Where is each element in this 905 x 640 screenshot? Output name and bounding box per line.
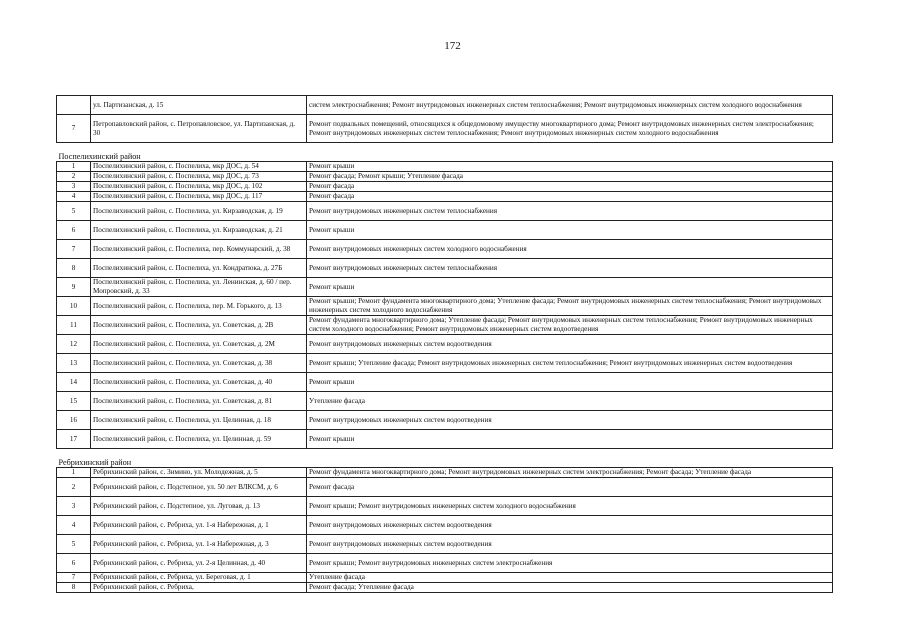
row-address: Поспелихинский район, с. Поспелиха, ул. Целинная, д. 59	[91, 430, 307, 449]
row-work: Ремонт внутридомовых инженерных систем теплоснабжения	[307, 202, 833, 221]
row-work: Ремонт внутридомовых инженерных систем водоотведения	[307, 516, 833, 535]
repair-table	[56, 95, 833, 593]
row-work: Ремонт фундамента многоквартирного дома; Утепление фасада; Ремонт внутридомовых инженерных систем теплоснабжения; Ремонт внутридомовых инженерных систем холодного водоснабжения; Ремонт внутридомовых инженерных систем водоотведения	[307, 316, 833, 335]
table-row	[57, 497, 833, 516]
row-address: Поспелихинский район, с. Поспелиха, мкр ДОС, д. 117	[91, 192, 307, 202]
row-address: Поспелихинский район, с. Поспелиха, ул. Кирзаводская, д. 21	[91, 221, 307, 240]
row-address: Ребрихинский район, с. Ребриха, ул. Береговая, д. 1	[91, 573, 307, 583]
row-address: Поспелихинский район, с. Поспелиха, ул. Ленинская, д. 60 / пер. Мопровский, д. 33	[91, 278, 307, 297]
row-address: Ребрихинский район, с. Ребриха,	[91, 583, 307, 593]
row-address: ул. Партизанская, д. 15	[91, 96, 307, 115]
row-work: Ремонт внутридомовых инженерных систем холодного водоснабжения	[307, 240, 833, 259]
row-address: Поспелихинский район, с. Поспелиха, ул. Советская, д. 81	[91, 392, 307, 411]
table-row	[57, 202, 833, 221]
row-number: 6	[57, 554, 91, 573]
table-row	[57, 259, 833, 278]
table-row	[57, 96, 833, 115]
row-number: 12	[57, 335, 91, 354]
row-number: 14	[57, 373, 91, 392]
row-address: Поспелихинский район, с. Поспелиха, ул. Целинная, д. 18	[91, 411, 307, 430]
row-number: 1	[57, 162, 91, 172]
row-number	[57, 96, 91, 115]
row-address: Поспелихинский район, с. Поспелиха, ул. Советская, д. 38	[91, 354, 307, 373]
table-row	[57, 162, 833, 172]
row-number: 17	[57, 430, 91, 449]
table-row	[57, 182, 833, 192]
table-row	[57, 430, 833, 449]
row-work: Ремонт крыши; Ремонт фундамента многоквартирного дома; Утепление фасада; Ремонт внутридомовых инженерных систем теплоснабжения; Ремонт внутридомовых инженерных систем холодного водоснабжения	[307, 297, 833, 316]
row-address: Ребрихинский район, с. Ребриха, ул. 2-я Целинная, д. 40	[91, 554, 307, 573]
row-work: Ремонт подвальных помещений, относящихся к общедомовому имуществу многоквартирного дома; Ремонт внутридомовых инженерных систем электроснабжения; Ремонт внутридомовых инженерных систем теплоснабжения; Ремонт внутридомовых инженерных систем холодного водоснабжения	[307, 115, 833, 143]
row-work: Ремонт фасада	[307, 182, 833, 192]
row-address: Ребрихинский район, с. Ребриха, ул. 1-я Набережная, д. 3	[91, 535, 307, 554]
row-address: Поспелихинский район, с. Поспелиха, мкр ДОС, д. 54	[91, 162, 307, 172]
row-work: Ремонт фасада	[307, 192, 833, 202]
row-number: 7	[57, 115, 91, 143]
row-work: Ремонт фасада; Ремонт крыши; Утепление фасада	[307, 172, 833, 182]
row-number: 3	[57, 182, 91, 192]
section-header	[57, 143, 833, 162]
table-row	[57, 373, 833, 392]
table-row	[57, 573, 833, 583]
row-address: Ребрихинский район, с. Ребриха, ул. 1-я Набережная, д. 1	[91, 516, 307, 535]
row-work: Ремонт крыши	[307, 221, 833, 240]
table-row	[57, 240, 833, 259]
row-address: Ребрихинский район, с. Зимино, ул. Молодежная, д. 5	[91, 468, 307, 478]
page-number: 172	[444, 40, 461, 52]
row-work: Ремонт крыши	[307, 373, 833, 392]
row-work: Ремонт крыши; Утепление фасада; Ремонт внутридомовых инженерных систем теплоснабжения; Ремонт внутридомовых инженерных систем водоотведения	[307, 354, 833, 373]
row-number: 5	[57, 202, 91, 221]
table-body	[57, 96, 833, 593]
table-row	[57, 583, 833, 593]
row-address: Поспелихинский район, с. Поспелиха, пер. М. Горького, д. 13	[91, 297, 307, 316]
row-number: 15	[57, 392, 91, 411]
row-address: Поспелихинский район, с. Поспелиха, мкр ДОС, д. 73	[91, 172, 307, 182]
table-row	[57, 192, 833, 202]
row-number: 7	[57, 240, 91, 259]
row-work: Ремонт внутридомовых инженерных систем водоотведения	[307, 535, 833, 554]
table-row	[57, 172, 833, 182]
row-number: 9	[57, 278, 91, 297]
row-number: 8	[57, 583, 91, 593]
row-number: 4	[57, 192, 91, 202]
table-row	[57, 516, 833, 535]
row-number: 16	[57, 411, 91, 430]
section-title: Поспелихинский район	[57, 143, 833, 162]
row-address: Поспелихинский район, с. Поспелиха, мкр ДОС, д. 102	[91, 182, 307, 192]
row-number: 3	[57, 497, 91, 516]
row-number: 1	[57, 468, 91, 478]
row-address: Поспелихинский район, с. Поспелиха, пер. Коммунарский, д. 38	[91, 240, 307, 259]
table-row	[57, 535, 833, 554]
table-row	[57, 297, 833, 316]
row-work: Ремонт крыши; Ремонт внутридомовых инженерных систем электроснабжения	[307, 554, 833, 573]
row-address: Ребрихинский район, с. Подстепное, ул. Луговая, д. 13	[91, 497, 307, 516]
row-number: 11	[57, 316, 91, 335]
table-row	[57, 468, 833, 478]
row-work: Утепление фасада	[307, 392, 833, 411]
row-work: Утепление фасада	[307, 573, 833, 583]
row-work: систем электроснабжения; Ремонт внутридомовых инженерных систем теплоснабжения; Ремонт внутридомовых инженерных систем холодного водоснабжения	[307, 96, 833, 115]
row-number: 6	[57, 221, 91, 240]
row-number: 10	[57, 297, 91, 316]
table-row	[57, 335, 833, 354]
row-work: Ремонт фасада	[307, 478, 833, 497]
row-work: Ремонт фундамента многоквартирного дома; Ремонт внутридомовых инженерных систем электроснабжения; Ремонт фасада; Утепление фасада	[307, 468, 833, 478]
row-work: Ремонт крыши	[307, 278, 833, 297]
row-address: Поспелихинский район, с. Поспелиха, ул. Кирзаводская, д. 19	[91, 202, 307, 221]
table-row	[57, 316, 833, 335]
row-work: Ремонт внутридомовых инженерных систем теплоснабжения	[307, 259, 833, 278]
row-number: 8	[57, 259, 91, 278]
table-row	[57, 278, 833, 297]
row-work: Ремонт крыши; Ремонт внутридомовых инженерных систем холодного водоснабжения	[307, 497, 833, 516]
row-number: 13	[57, 354, 91, 373]
row-address: Поспелихинский район, с. Поспелиха, ул. Советская, д. 2В	[91, 316, 307, 335]
row-number: 7	[57, 573, 91, 583]
table-row	[57, 411, 833, 430]
section-header	[57, 449, 833, 468]
row-number: 2	[57, 172, 91, 182]
table-row	[57, 115, 833, 143]
row-number: 2	[57, 478, 91, 497]
row-number: 5	[57, 535, 91, 554]
section-title: Ребрихинский район	[57, 449, 833, 468]
row-work: Ремонт внутридомовых инженерных систем водоотведения	[307, 411, 833, 430]
table-row	[57, 554, 833, 573]
row-address: Поспелихинский район, с. Поспелиха, ул. Советская, д. 2М	[91, 335, 307, 354]
row-address: Петропавловский район, с. Петропавловское, ул. Партизанская, д. 30	[91, 115, 307, 143]
table-row	[57, 478, 833, 497]
row-address: Поспелихинский район, с. Поспелиха, ул. Советская, д. 40	[91, 373, 307, 392]
table-row	[57, 221, 833, 240]
row-number: 4	[57, 516, 91, 535]
table-row	[57, 354, 833, 373]
row-work: Ремонт внутридомовых инженерных систем водоотведения	[307, 335, 833, 354]
row-work: Ремонт крыши	[307, 430, 833, 449]
table-row	[57, 392, 833, 411]
row-work: Ремонт крыши	[307, 162, 833, 172]
row-address: Поспелихинский район, с. Поспелиха, ул. Кондратюка, д. 27Б	[91, 259, 307, 278]
row-address: Ребрихинский район, с. Подстепное, ул. 50 лет ВЛКСМ, д. 6	[91, 478, 307, 497]
row-work: Ремонт фасада; Утепление фасада	[307, 583, 833, 593]
